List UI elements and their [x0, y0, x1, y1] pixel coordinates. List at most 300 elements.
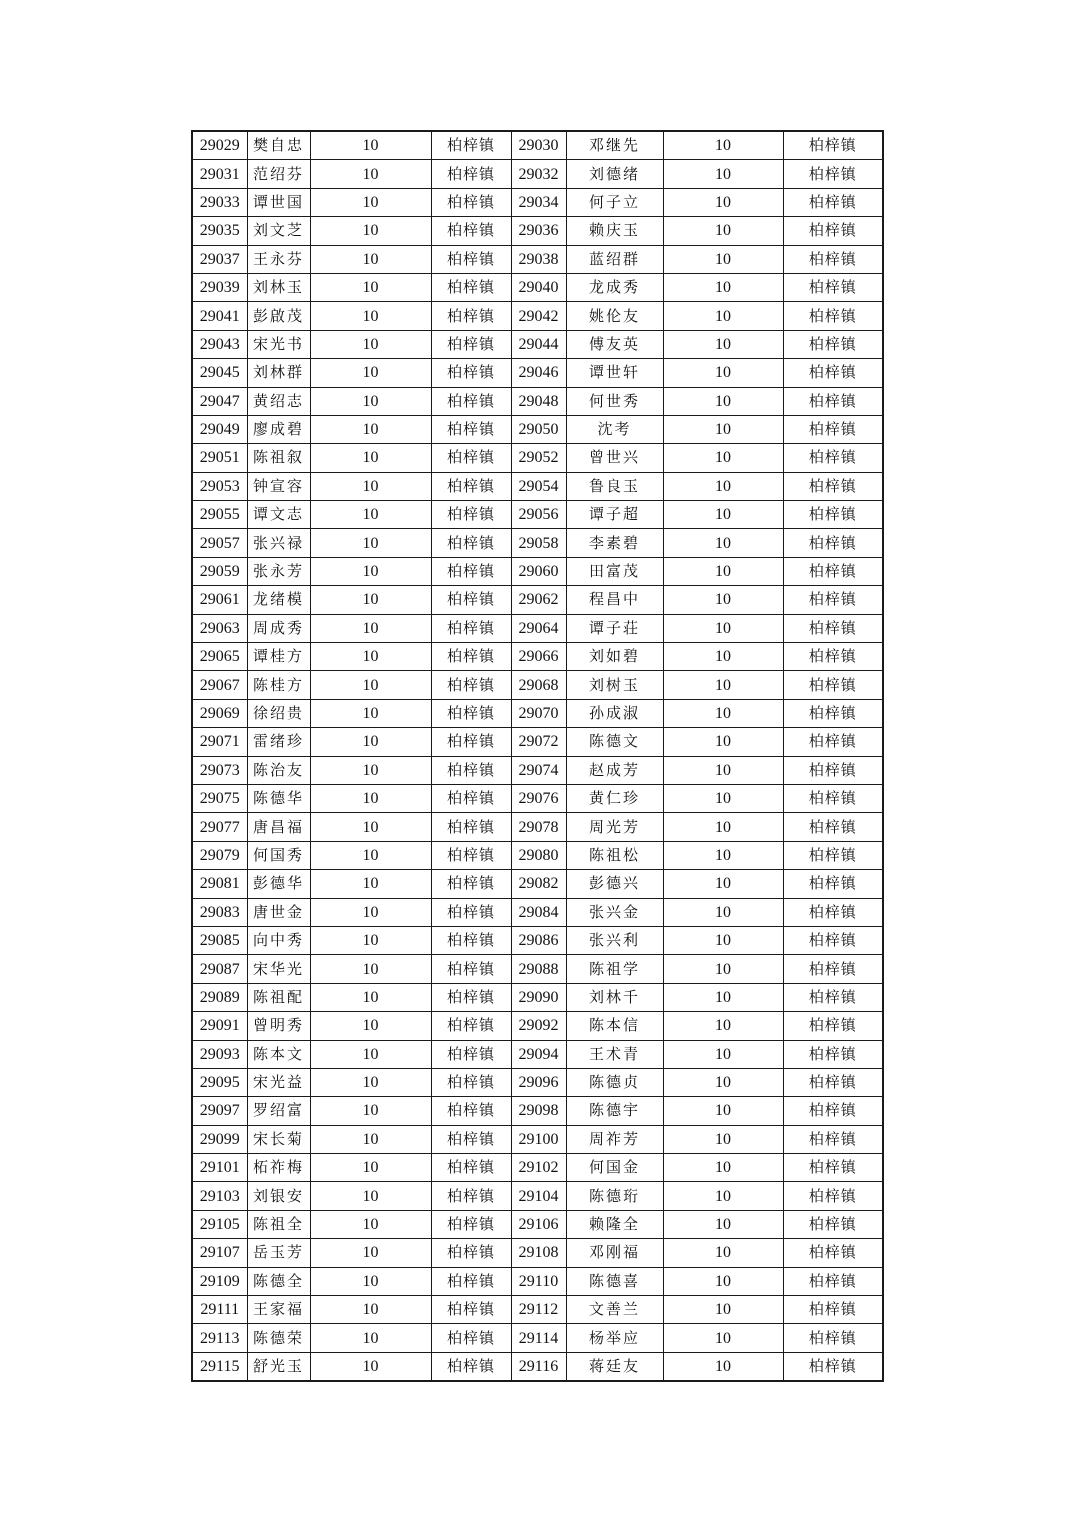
table-row [192, 387, 883, 415]
table-row [192, 273, 883, 301]
town-cell: 柏梓镇 [431, 699, 511, 727]
record-id-cell: 29071 [192, 728, 247, 756]
name-cell: 黄仁珍 [566, 784, 663, 812]
name-cell: 彭德华 [247, 870, 310, 898]
amount-cell: 10 [310, 1324, 431, 1352]
town-cell: 柏梓镇 [783, 1182, 883, 1210]
town-cell: 柏梓镇 [783, 784, 883, 812]
amount-cell: 10 [310, 1068, 431, 1096]
name-cell: 唐昌福 [247, 813, 310, 841]
amount-cell: 10 [310, 217, 431, 245]
table-row [192, 557, 883, 585]
town-cell: 柏梓镇 [431, 671, 511, 699]
record-id-cell: 29098 [511, 1097, 566, 1125]
name-cell: 刘林群 [247, 359, 310, 387]
record-id-cell: 29086 [511, 926, 566, 954]
record-id-cell: 29101 [192, 1154, 247, 1182]
town-cell: 柏梓镇 [783, 699, 883, 727]
record-id-cell: 29081 [192, 870, 247, 898]
town-cell: 柏梓镇 [431, 131, 511, 160]
town-cell: 柏梓镇 [783, 1097, 883, 1125]
town-cell: 柏梓镇 [783, 1324, 883, 1352]
name-cell: 陈本信 [566, 1012, 663, 1040]
table-row [192, 813, 883, 841]
table-row [192, 1324, 883, 1352]
name-cell: 陈祖松 [566, 841, 663, 869]
amount-cell: 10 [663, 160, 783, 188]
record-id-cell: 29050 [511, 415, 566, 443]
town-cell: 柏梓镇 [783, 359, 883, 387]
town-cell: 柏梓镇 [431, 359, 511, 387]
amount-cell: 10 [310, 131, 431, 160]
record-id-cell: 29092 [511, 1012, 566, 1040]
amount-cell: 10 [663, 870, 783, 898]
record-id-cell: 29113 [192, 1324, 247, 1352]
amount-cell: 10 [310, 841, 431, 869]
record-id-cell: 29069 [192, 699, 247, 727]
town-cell: 柏梓镇 [431, 444, 511, 472]
record-id-cell: 29063 [192, 614, 247, 642]
table-row [192, 586, 883, 614]
name-cell: 蒋廷友 [566, 1352, 663, 1381]
record-id-cell: 29100 [511, 1125, 566, 1153]
name-cell: 蓝绍群 [566, 245, 663, 273]
record-id-cell: 29088 [511, 955, 566, 983]
town-cell: 柏梓镇 [783, 898, 883, 926]
amount-cell: 10 [310, 728, 431, 756]
amount-cell: 10 [663, 529, 783, 557]
name-cell: 樊自忠 [247, 131, 310, 160]
town-cell: 柏梓镇 [431, 302, 511, 330]
amount-cell: 10 [310, 898, 431, 926]
name-cell: 王永芬 [247, 245, 310, 273]
name-cell: 柘祚梅 [247, 1154, 310, 1182]
town-cell: 柏梓镇 [783, 330, 883, 358]
name-cell: 赵成芳 [566, 756, 663, 784]
town-cell: 柏梓镇 [431, 1125, 511, 1153]
name-cell: 陈祖叙 [247, 444, 310, 472]
record-id-cell: 29104 [511, 1182, 566, 1210]
name-cell: 彭德兴 [566, 870, 663, 898]
name-cell: 邓刚福 [566, 1239, 663, 1267]
town-cell: 柏梓镇 [783, 643, 883, 671]
record-id-cell: 29083 [192, 898, 247, 926]
name-cell: 陈德荣 [247, 1324, 310, 1352]
table-row [192, 1239, 883, 1267]
record-id-cell: 29105 [192, 1210, 247, 1238]
table-row [192, 870, 883, 898]
amount-cell: 10 [310, 160, 431, 188]
name-cell: 谭桂方 [247, 643, 310, 671]
town-cell: 柏梓镇 [431, 330, 511, 358]
record-id-cell: 29049 [192, 415, 247, 443]
record-id-cell: 29057 [192, 529, 247, 557]
table-row [192, 160, 883, 188]
amount-cell: 10 [310, 1182, 431, 1210]
town-cell: 柏梓镇 [431, 813, 511, 841]
name-cell: 曾明秀 [247, 1012, 310, 1040]
town-cell: 柏梓镇 [431, 586, 511, 614]
town-cell: 柏梓镇 [783, 529, 883, 557]
amount-cell: 10 [310, 529, 431, 557]
record-id-cell: 29096 [511, 1068, 566, 1096]
amount-cell: 10 [310, 1296, 431, 1324]
name-cell: 宋华光 [247, 955, 310, 983]
record-id-cell: 29091 [192, 1012, 247, 1040]
record-id-cell: 29068 [511, 671, 566, 699]
amount-cell: 10 [310, 1239, 431, 1267]
amount-cell: 10 [663, 387, 783, 415]
name-cell: 雷绪珍 [247, 728, 310, 756]
table-row [192, 1068, 883, 1096]
table-row [192, 501, 883, 529]
town-cell: 柏梓镇 [431, 1068, 511, 1096]
amount-cell: 10 [310, 245, 431, 273]
amount-cell: 10 [663, 1210, 783, 1238]
table-row [192, 1267, 883, 1295]
record-id-cell: 29046 [511, 359, 566, 387]
record-id-cell: 29055 [192, 501, 247, 529]
amount-cell: 10 [663, 330, 783, 358]
name-cell: 邓继先 [566, 131, 663, 160]
town-cell: 柏梓镇 [431, 728, 511, 756]
record-id-cell: 29116 [511, 1352, 566, 1381]
town-cell: 柏梓镇 [783, 1125, 883, 1153]
town-cell: 柏梓镇 [431, 1296, 511, 1324]
record-id-cell: 29077 [192, 813, 247, 841]
record-id-cell: 29093 [192, 1040, 247, 1068]
record-id-cell: 29041 [192, 302, 247, 330]
amount-cell: 10 [310, 501, 431, 529]
record-id-cell: 29110 [511, 1267, 566, 1295]
name-cell: 刘林玉 [247, 273, 310, 301]
table-row [192, 841, 883, 869]
name-cell: 陈祖配 [247, 983, 310, 1011]
name-cell: 沈考 [566, 415, 663, 443]
name-cell: 刘德绪 [566, 160, 663, 188]
amount-cell: 10 [663, 983, 783, 1011]
town-cell: 柏梓镇 [783, 501, 883, 529]
record-id-cell: 29079 [192, 841, 247, 869]
table-row [192, 671, 883, 699]
table-row [192, 529, 883, 557]
table-row [192, 699, 883, 727]
town-cell: 柏梓镇 [783, 586, 883, 614]
roster-table-body [192, 131, 883, 1381]
record-id-cell: 29047 [192, 387, 247, 415]
amount-cell: 10 [663, 131, 783, 160]
name-cell: 范绍芬 [247, 160, 310, 188]
amount-cell: 10 [663, 728, 783, 756]
town-cell: 柏梓镇 [783, 870, 883, 898]
record-id-cell: 29032 [511, 160, 566, 188]
amount-cell: 10 [663, 1239, 783, 1267]
record-id-cell: 29082 [511, 870, 566, 898]
name-cell: 岳玉芳 [247, 1239, 310, 1267]
amount-cell: 10 [310, 586, 431, 614]
town-cell: 柏梓镇 [783, 444, 883, 472]
amount-cell: 10 [310, 415, 431, 443]
table-row [192, 983, 883, 1011]
amount-cell: 10 [310, 671, 431, 699]
amount-cell: 10 [663, 1097, 783, 1125]
town-cell: 柏梓镇 [783, 926, 883, 954]
record-id-cell: 29078 [511, 813, 566, 841]
amount-cell: 10 [310, 387, 431, 415]
name-cell: 张永芳 [247, 557, 310, 585]
town-cell: 柏梓镇 [783, 1154, 883, 1182]
record-id-cell: 29036 [511, 217, 566, 245]
name-cell: 陈德华 [247, 784, 310, 812]
town-cell: 柏梓镇 [431, 926, 511, 954]
record-id-cell: 29040 [511, 273, 566, 301]
table-row [192, 784, 883, 812]
town-cell: 柏梓镇 [783, 217, 883, 245]
town-cell: 柏梓镇 [783, 472, 883, 500]
town-cell: 柏梓镇 [783, 1012, 883, 1040]
table-row [192, 472, 883, 500]
record-id-cell: 29102 [511, 1154, 566, 1182]
name-cell: 刘银安 [247, 1182, 310, 1210]
amount-cell: 10 [663, 671, 783, 699]
amount-cell: 10 [663, 273, 783, 301]
town-cell: 柏梓镇 [431, 756, 511, 784]
amount-cell: 10 [663, 1324, 783, 1352]
name-cell: 张兴利 [566, 926, 663, 954]
table-row [192, 898, 883, 926]
record-id-cell: 29090 [511, 983, 566, 1011]
town-cell: 柏梓镇 [783, 841, 883, 869]
amount-cell: 10 [663, 1154, 783, 1182]
record-id-cell: 29033 [192, 188, 247, 216]
amount-cell: 10 [663, 586, 783, 614]
amount-cell: 10 [310, 1352, 431, 1381]
record-id-cell: 29072 [511, 728, 566, 756]
record-id-cell: 29066 [511, 643, 566, 671]
amount-cell: 10 [663, 784, 783, 812]
town-cell: 柏梓镇 [431, 1239, 511, 1267]
table-row [192, 302, 883, 330]
town-cell: 柏梓镇 [431, 415, 511, 443]
name-cell: 龙成秀 [566, 273, 663, 301]
amount-cell: 10 [663, 1267, 783, 1295]
record-id-cell: 29030 [511, 131, 566, 160]
name-cell: 陈治友 [247, 756, 310, 784]
town-cell: 柏梓镇 [783, 1352, 883, 1381]
name-cell: 徐绍贵 [247, 699, 310, 727]
town-cell: 柏梓镇 [431, 1182, 511, 1210]
name-cell: 陈本文 [247, 1040, 310, 1068]
name-cell: 刘文芝 [247, 217, 310, 245]
record-id-cell: 29085 [192, 926, 247, 954]
amount-cell: 10 [310, 955, 431, 983]
table-row [192, 359, 883, 387]
town-cell: 柏梓镇 [431, 898, 511, 926]
amount-cell: 10 [663, 302, 783, 330]
name-cell: 陈德珩 [566, 1182, 663, 1210]
town-cell: 柏梓镇 [783, 387, 883, 415]
amount-cell: 10 [663, 1125, 783, 1153]
amount-cell: 10 [663, 415, 783, 443]
name-cell: 黄绍志 [247, 387, 310, 415]
amount-cell: 10 [663, 1040, 783, 1068]
amount-cell: 10 [310, 870, 431, 898]
amount-cell: 10 [310, 1125, 431, 1153]
record-id-cell: 29052 [511, 444, 566, 472]
name-cell: 刘林千 [566, 983, 663, 1011]
town-cell: 柏梓镇 [783, 131, 883, 160]
town-cell: 柏梓镇 [431, 1267, 511, 1295]
name-cell: 曾世兴 [566, 444, 663, 472]
table-row [192, 131, 883, 160]
record-id-cell: 29097 [192, 1097, 247, 1125]
name-cell: 姚伦友 [566, 302, 663, 330]
town-cell: 柏梓镇 [431, 955, 511, 983]
name-cell: 张兴禄 [247, 529, 310, 557]
record-id-cell: 29062 [511, 586, 566, 614]
name-cell: 赖庆玉 [566, 217, 663, 245]
name-cell: 王术青 [566, 1040, 663, 1068]
amount-cell: 10 [663, 245, 783, 273]
table-row [192, 955, 883, 983]
name-cell: 周祚芳 [566, 1125, 663, 1153]
record-id-cell: 29045 [192, 359, 247, 387]
amount-cell: 10 [663, 955, 783, 983]
amount-cell: 10 [310, 756, 431, 784]
town-cell: 柏梓镇 [431, 1210, 511, 1238]
town-cell: 柏梓镇 [783, 756, 883, 784]
town-cell: 柏梓镇 [431, 1040, 511, 1068]
amount-cell: 10 [663, 1068, 783, 1096]
record-id-cell: 29059 [192, 557, 247, 585]
name-cell: 刘树玉 [566, 671, 663, 699]
amount-cell: 10 [310, 1097, 431, 1125]
town-cell: 柏梓镇 [783, 1267, 883, 1295]
amount-cell: 10 [310, 359, 431, 387]
amount-cell: 10 [663, 614, 783, 642]
amount-cell: 10 [663, 472, 783, 500]
amount-cell: 10 [310, 188, 431, 216]
town-cell: 柏梓镇 [431, 1324, 511, 1352]
name-cell: 文善兰 [566, 1296, 663, 1324]
record-id-cell: 29060 [511, 557, 566, 585]
amount-cell: 10 [310, 813, 431, 841]
amount-cell: 10 [663, 359, 783, 387]
table-row [192, 1210, 883, 1238]
amount-cell: 10 [663, 1352, 783, 1381]
amount-cell: 10 [310, 1154, 431, 1182]
record-id-cell: 29042 [511, 302, 566, 330]
amount-cell: 10 [310, 699, 431, 727]
record-id-cell: 29075 [192, 784, 247, 812]
town-cell: 柏梓镇 [431, 983, 511, 1011]
record-id-cell: 29067 [192, 671, 247, 699]
name-cell: 谭子荘 [566, 614, 663, 642]
amount-cell: 10 [663, 188, 783, 216]
town-cell: 柏梓镇 [431, 557, 511, 585]
town-cell: 柏梓镇 [431, 1012, 511, 1040]
record-id-cell: 29061 [192, 586, 247, 614]
record-id-cell: 29058 [511, 529, 566, 557]
table-row [192, 1182, 883, 1210]
record-id-cell: 29065 [192, 643, 247, 671]
record-id-cell: 29048 [511, 387, 566, 415]
record-id-cell: 29074 [511, 756, 566, 784]
name-cell: 何国金 [566, 1154, 663, 1182]
town-cell: 柏梓镇 [431, 501, 511, 529]
amount-cell: 10 [310, 784, 431, 812]
town-cell: 柏梓镇 [431, 643, 511, 671]
town-cell: 柏梓镇 [431, 1154, 511, 1182]
amount-cell: 10 [663, 557, 783, 585]
record-id-cell: 29053 [192, 472, 247, 500]
town-cell: 柏梓镇 [783, 302, 883, 330]
amount-cell: 10 [663, 501, 783, 529]
record-id-cell: 29109 [192, 1267, 247, 1295]
town-cell: 柏梓镇 [783, 1068, 883, 1096]
record-id-cell: 29035 [192, 217, 247, 245]
town-cell: 柏梓镇 [783, 728, 883, 756]
record-id-cell: 29031 [192, 160, 247, 188]
town-cell: 柏梓镇 [431, 472, 511, 500]
record-id-cell: 29107 [192, 1239, 247, 1267]
record-id-cell: 29095 [192, 1068, 247, 1096]
record-id-cell: 29039 [192, 273, 247, 301]
amount-cell: 10 [663, 1182, 783, 1210]
table-row [192, 188, 883, 216]
amount-cell: 10 [663, 926, 783, 954]
table-row [192, 415, 883, 443]
name-cell: 谭文志 [247, 501, 310, 529]
table-row [192, 1040, 883, 1068]
name-cell: 谭世轩 [566, 359, 663, 387]
amount-cell: 10 [310, 983, 431, 1011]
town-cell: 柏梓镇 [783, 1239, 883, 1267]
table-row [192, 1296, 883, 1324]
record-id-cell: 29054 [511, 472, 566, 500]
table-row [192, 444, 883, 472]
town-cell: 柏梓镇 [783, 415, 883, 443]
amount-cell: 10 [310, 557, 431, 585]
table-row [192, 1125, 883, 1153]
name-cell: 罗绍富 [247, 1097, 310, 1125]
record-id-cell: 29111 [192, 1296, 247, 1324]
name-cell: 傅友英 [566, 330, 663, 358]
amount-cell: 10 [663, 1296, 783, 1324]
record-id-cell: 29112 [511, 1296, 566, 1324]
record-id-cell: 29103 [192, 1182, 247, 1210]
amount-cell: 10 [663, 898, 783, 926]
town-cell: 柏梓镇 [783, 245, 883, 273]
name-cell: 陈德宇 [566, 1097, 663, 1125]
table-row [192, 1154, 883, 1182]
name-cell: 杨举应 [566, 1324, 663, 1352]
amount-cell: 10 [663, 643, 783, 671]
roster-table [191, 130, 884, 1382]
table-row [192, 1097, 883, 1125]
table-row [192, 217, 883, 245]
name-cell: 程昌中 [566, 586, 663, 614]
record-id-cell: 29087 [192, 955, 247, 983]
record-id-cell: 29043 [192, 330, 247, 358]
name-cell: 张兴金 [566, 898, 663, 926]
town-cell: 柏梓镇 [431, 160, 511, 188]
record-id-cell: 29037 [192, 245, 247, 273]
record-id-cell: 29034 [511, 188, 566, 216]
table-row [192, 1352, 883, 1381]
amount-cell: 10 [663, 841, 783, 869]
name-cell: 鲁良玉 [566, 472, 663, 500]
